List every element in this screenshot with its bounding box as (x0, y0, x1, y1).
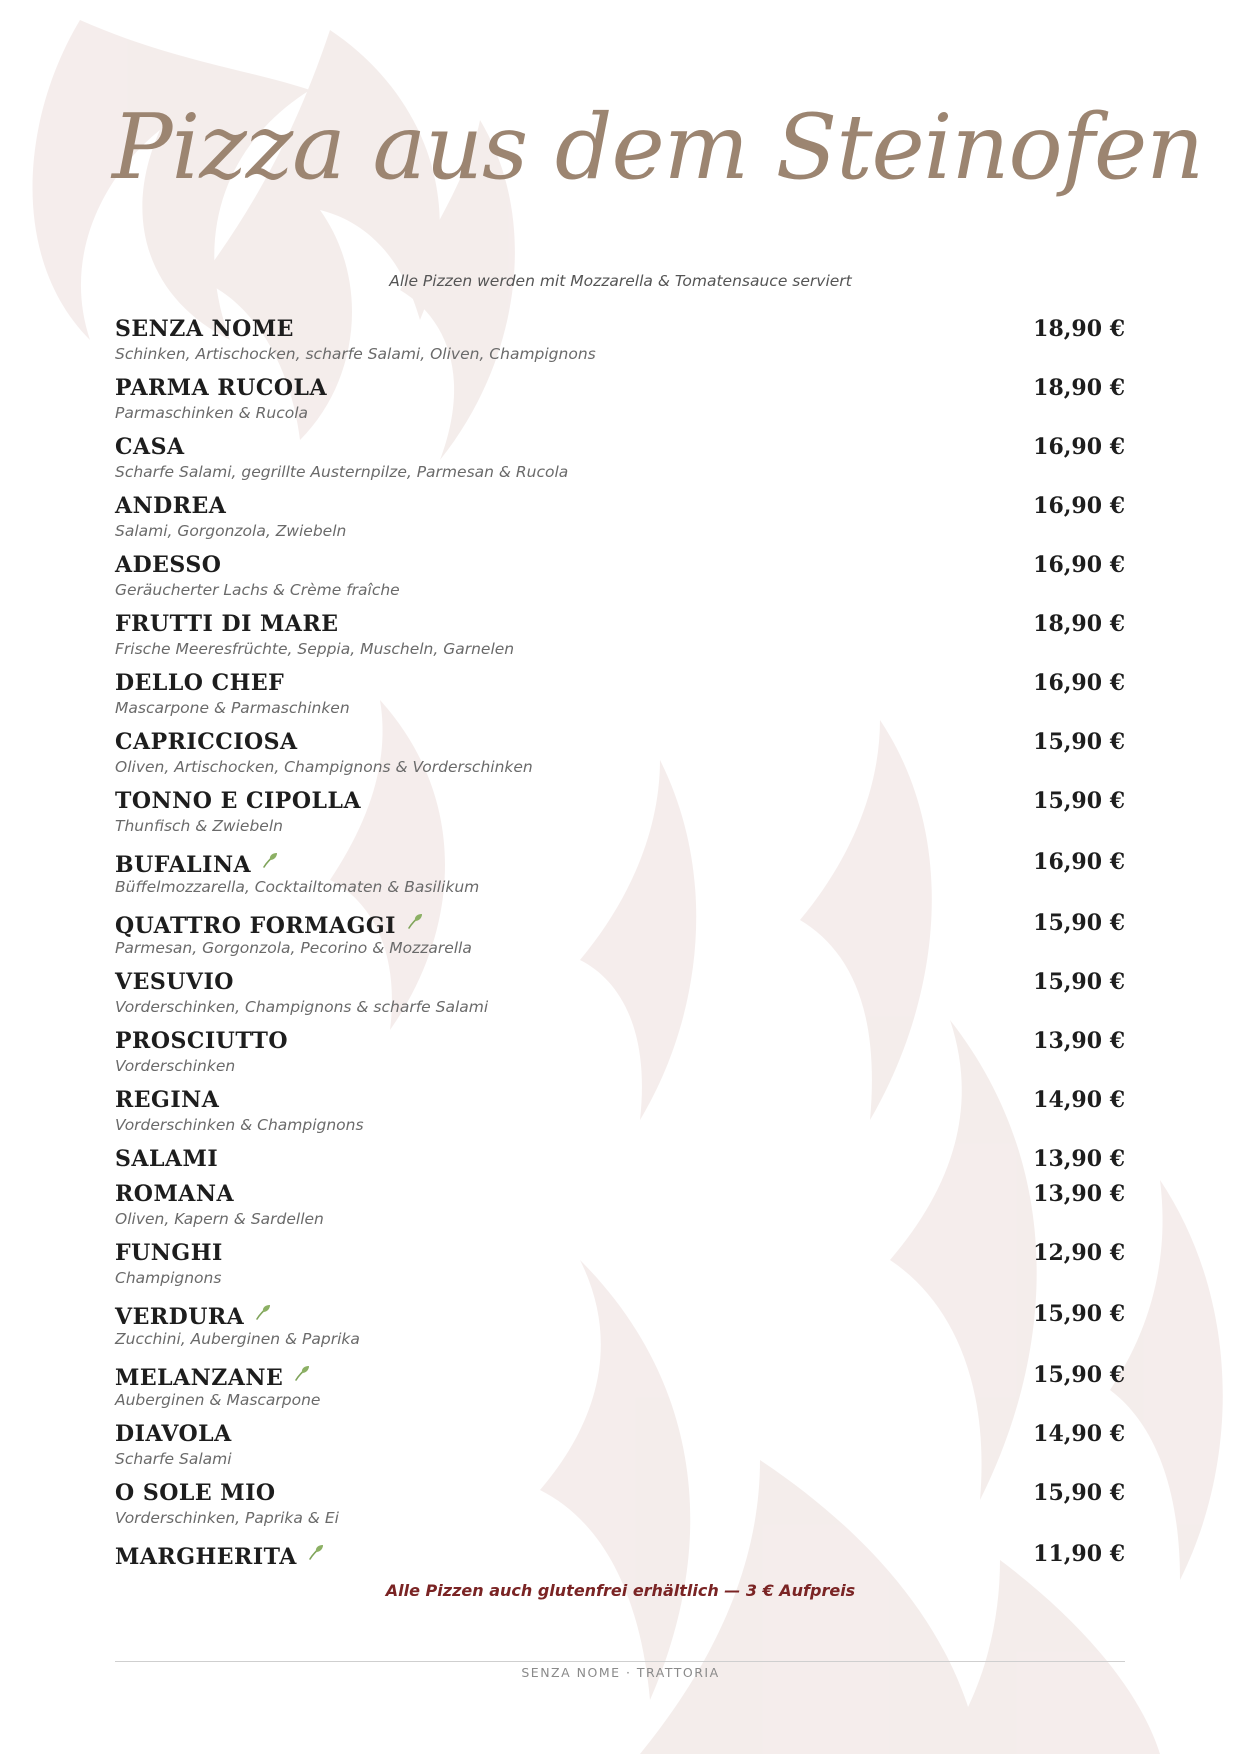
item-name (115, 611, 339, 637)
item-name-text: ROMANA (115, 1181, 235, 1207)
item-price: 18,90 € (1033, 316, 1125, 342)
item-name-text: DIAVOLA (115, 1421, 232, 1447)
item-name-text: O SOLE MIO (115, 1480, 276, 1506)
item-name-text: ANDREA (115, 493, 227, 519)
item-price: 16,90 € (1033, 493, 1125, 519)
item-price: 15,90 € (1033, 1362, 1125, 1388)
footer-divider (115, 1661, 1125, 1662)
item-price: 15,90 € (1033, 1301, 1125, 1327)
item-price: 16,90 € (1033, 552, 1125, 578)
item-price: 15,90 € (1033, 788, 1125, 814)
item-name-text: DELLO CHEF (115, 670, 285, 696)
item-name (115, 1181, 234, 1207)
item-name-text: PARMA RUCOLA (115, 375, 328, 401)
item-price: 12,90 € (1033, 1240, 1125, 1266)
item-description: Scharfe Salami (115, 1450, 232, 1468)
item-price: 16,90 € (1033, 434, 1125, 460)
page-title: Pizza aus dem Steinofen (112, 95, 1204, 200)
item-description: Scharfe Salami, gegrillte Austernpilze, Parmesan & Rucola (115, 463, 569, 481)
glutenfree-note: Alle Pizzen auch glutenfrei erhältlich — 3 € Aufpreis (385, 1581, 856, 1600)
page-subtitle: Alle Pizzen werden mit Mozzarella & Tomatensauce serviert (389, 272, 852, 290)
item-description: Vorderschinken (115, 1057, 236, 1075)
item-description: Oliven, Kapern & Sardellen (115, 1210, 324, 1228)
item-description: Vorderschinken, Paprika & Ei (115, 1509, 339, 1527)
item-name-text: MARGHERITA (115, 1544, 297, 1570)
item-name (115, 1087, 219, 1113)
leaf-icon (261, 849, 279, 875)
item-name (115, 316, 294, 342)
item-name (115, 493, 226, 519)
item-description: Parmaschinken & Rucola (115, 404, 309, 422)
item-description: Auberginen & Mascarpone (115, 1391, 321, 1409)
item-name-text: VESUVIO (115, 969, 234, 995)
item-name (115, 1480, 276, 1506)
item-description: Vorderschinken, Champignons & scharfe Salami (115, 998, 489, 1016)
item-name-text: SENZA NOME (115, 316, 294, 342)
leaf-icon (406, 910, 424, 936)
item-name-text: FUNGHI (115, 1240, 223, 1266)
item-name-text: PROSCIUTTO (115, 1028, 288, 1054)
item-name (115, 849, 279, 878)
item-price: 14,90 € (1033, 1421, 1125, 1447)
item-name (115, 729, 298, 755)
item-description: Parmesan, Gorgonzola, Pecorino & Mozzarella (115, 939, 472, 957)
item-name (115, 1028, 288, 1054)
item-price: 13,90 € (1033, 1146, 1125, 1172)
item-price: 15,90 € (1033, 1480, 1125, 1506)
item-name-text: VERDURA (115, 1304, 245, 1330)
item-description: Champignons (115, 1269, 222, 1287)
item-name-text: TONNO E CIPOLLA (115, 788, 362, 814)
item-price: 18,90 € (1033, 375, 1125, 401)
item-name (115, 1146, 218, 1172)
item-name-text: QUATTRO FORMAGGI (115, 913, 396, 939)
item-name (115, 788, 361, 814)
item-price: 15,90 € (1033, 910, 1125, 936)
item-name (115, 969, 234, 995)
item-price: 11,90 € (1033, 1541, 1125, 1567)
item-name (115, 434, 185, 460)
item-description: Thunfisch & Zwiebeln (115, 817, 283, 835)
item-description: Frische Meeresfrüchte, Seppia, Muscheln, Garnelen (115, 640, 515, 658)
item-name (115, 1301, 272, 1330)
item-name (115, 910, 424, 939)
item-description: Zucchini, Auberginen & Paprika (115, 1330, 360, 1348)
item-name (115, 1421, 232, 1447)
item-price: 14,90 € (1033, 1087, 1125, 1113)
item-name (115, 1541, 325, 1570)
leaf-icon (254, 1301, 272, 1327)
item-description: Schinken, Artischocken, scharfe Salami, Oliven, Champignons (115, 345, 596, 363)
leaf-icon (293, 1362, 311, 1388)
leaf-icon (307, 1541, 325, 1567)
item-name-text: ADESSO (115, 552, 222, 578)
item-name (115, 375, 327, 401)
item-price: 15,90 € (1033, 969, 1125, 995)
footer-text: SENZA NOME · TRATTORIA (521, 1665, 720, 1680)
item-description: Geräucherter Lachs & Crème fraîche (115, 581, 400, 599)
item-name-text: CASA (115, 434, 185, 460)
item-description: Büffelmozzarella, Cocktailtomaten & Basilikum (115, 878, 480, 896)
item-price: 13,90 € (1033, 1181, 1125, 1207)
item-price: 16,90 € (1033, 849, 1125, 875)
item-name (115, 1240, 223, 1266)
item-name (115, 670, 284, 696)
item-name-text: MELANZANE (115, 1365, 284, 1391)
item-name-text: SALAMI (115, 1146, 219, 1172)
item-price: 13,90 € (1033, 1028, 1125, 1054)
item-price: 15,90 € (1033, 729, 1125, 755)
item-price: 18,90 € (1033, 611, 1125, 637)
item-name-text: BUFALINA (115, 852, 252, 878)
item-description: Mascarpone & Parmaschinken (115, 699, 350, 717)
item-name-text: REGINA (115, 1087, 220, 1113)
item-name (115, 552, 221, 578)
item-price: 16,90 € (1033, 670, 1125, 696)
item-name-text: FRUTTI DI MARE (115, 611, 339, 637)
item-description: Oliven, Artischocken, Champignons & Vorderschinken (115, 758, 533, 776)
item-name (115, 1362, 311, 1391)
item-description: Vorderschinken & Champignons (115, 1116, 364, 1134)
item-description: Salami, Gorgonzola, Zwiebeln (115, 522, 347, 540)
item-name-text: CAPRICCIOSA (115, 729, 298, 755)
